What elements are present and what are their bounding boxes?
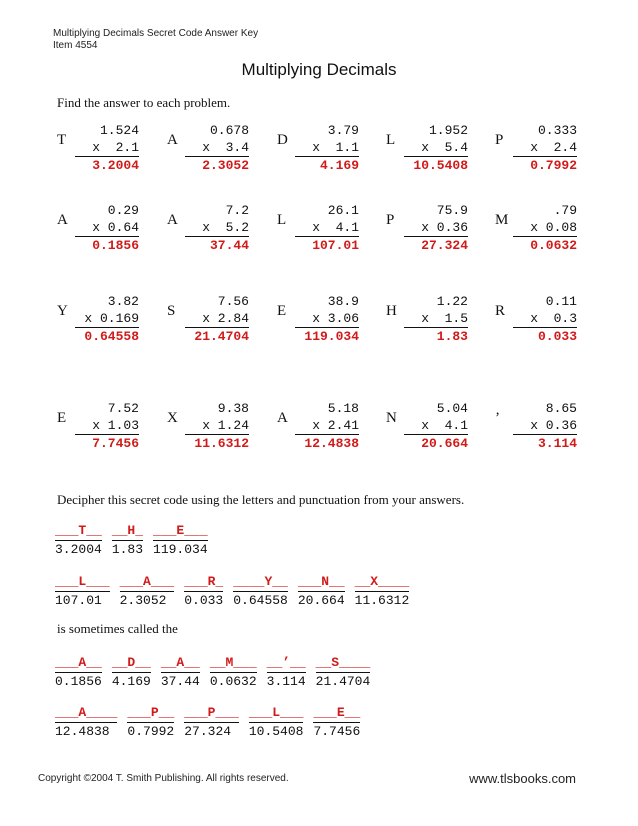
code-cell xyxy=(55,704,117,740)
multiplicand: 0.11 xyxy=(545,294,577,309)
multiplicand: 9.38 xyxy=(217,401,249,416)
answer: 119.034 xyxy=(304,329,359,344)
problem xyxy=(167,400,277,460)
problem-letter: M xyxy=(495,212,509,228)
problem-numbers xyxy=(75,400,139,452)
code-cell xyxy=(210,654,257,690)
problem-numbers xyxy=(295,202,359,254)
code-blank: __M___ xyxy=(209,655,257,670)
problem-letter: A xyxy=(57,212,68,228)
multiplicand: 3.82 xyxy=(107,294,139,309)
problem xyxy=(277,293,387,353)
problem-numbers xyxy=(75,122,139,174)
website-link[interactable]: www.tlsbooks.com xyxy=(469,771,576,786)
problem xyxy=(495,202,605,262)
header-title: Multiplying Decimals Secret Code Answer Key xyxy=(53,28,259,39)
multiplier: x 0.64 xyxy=(75,219,139,237)
answer: 2.3052 xyxy=(202,158,249,173)
code-cell xyxy=(55,522,102,558)
code-number: 1.83 xyxy=(111,542,144,557)
multiplicand: 5.04 xyxy=(436,401,468,416)
multiplicand: 3.79 xyxy=(327,123,359,138)
problem-numbers xyxy=(404,202,468,254)
multiplicand: 0.678 xyxy=(209,123,249,138)
problem-letter: L xyxy=(386,132,396,148)
code-blank: ___E__ xyxy=(313,705,361,720)
code-number: 7.7456 xyxy=(313,724,361,739)
problem xyxy=(386,202,496,262)
code-cell xyxy=(161,654,200,690)
code-blank: ___T__ xyxy=(55,523,102,538)
answer: 7.7456 xyxy=(92,436,139,451)
code-cell xyxy=(355,573,410,609)
code-blank: ___L___ xyxy=(55,574,110,589)
problem xyxy=(57,400,167,460)
code-cell xyxy=(184,704,239,740)
code-blank: ___L___ xyxy=(248,705,304,720)
answer: 10.5408 xyxy=(413,158,468,173)
code-blank: __X____ xyxy=(354,574,410,589)
code-line-2 xyxy=(55,573,419,609)
multiplicand: 7.56 xyxy=(217,294,249,309)
code-number: 0.64558 xyxy=(233,593,288,608)
code-blank: ____Y__ xyxy=(233,574,288,589)
code-blank: ___A___ xyxy=(119,574,175,589)
multiplier: x 4.1 xyxy=(295,219,359,237)
code-blank: __H_ xyxy=(111,523,144,538)
code-blank: ___P___ xyxy=(184,705,239,720)
problem-letter: S xyxy=(167,303,176,319)
problem xyxy=(277,202,387,262)
multiplicand: 26.1 xyxy=(327,203,359,218)
instructions: Find the answer to each problem. xyxy=(57,95,231,110)
code-blank: ___A____ xyxy=(55,705,118,720)
problem xyxy=(277,122,387,182)
problem-numbers xyxy=(75,202,139,254)
code-number: 0.7992 xyxy=(127,724,175,739)
problem-letter: D xyxy=(277,132,288,148)
header-item: Item 4554 xyxy=(53,40,98,51)
multiplier: x 5.2 xyxy=(185,219,249,237)
multiplier: x 3.4 xyxy=(185,139,249,157)
code-number: 10.5408 xyxy=(248,724,304,739)
code-cell xyxy=(233,573,288,609)
code-number: 12.4838 xyxy=(55,722,117,740)
page-title: Multiplying Decimals xyxy=(241,60,397,79)
code-number: 4.169 xyxy=(111,674,151,689)
multiplier: x 2.84 xyxy=(185,310,249,328)
code-number: 0.1856 xyxy=(55,674,102,689)
multiplicand: 1.22 xyxy=(436,294,468,309)
problem xyxy=(167,122,277,182)
multiplier: x 5.4 xyxy=(404,139,468,157)
code-number: 119.034 xyxy=(153,542,208,557)
code-blank: __A__ xyxy=(160,655,200,670)
problem-letter: A xyxy=(167,212,178,228)
problem xyxy=(386,293,496,353)
multiplicand: 7.52 xyxy=(107,401,139,416)
problem xyxy=(277,400,387,460)
problem xyxy=(57,293,167,353)
problem-numbers xyxy=(295,293,359,345)
problem xyxy=(495,400,605,460)
code-blank: ___R_ xyxy=(184,574,224,589)
code-cell xyxy=(184,573,223,609)
multiplicand: 1.952 xyxy=(428,123,468,138)
code-blank: ___P__ xyxy=(127,705,175,720)
code-line-4 xyxy=(55,704,370,740)
multiplier: x 1.24 xyxy=(185,417,249,435)
code-number: 0.033 xyxy=(184,593,224,608)
answer: 21.4704 xyxy=(194,329,249,344)
code-blank: __S____ xyxy=(315,655,371,670)
multiplier: x 1.5 xyxy=(404,310,468,328)
multiplier: x 0.36 xyxy=(404,219,468,237)
multiplicand: 1.524 xyxy=(99,123,139,138)
problem-numbers xyxy=(404,122,468,174)
answer: 3.2004 xyxy=(92,158,139,173)
code-number: 2.3052 xyxy=(120,591,175,609)
problem-letter: T xyxy=(57,132,67,148)
multiplier: x 0.3 xyxy=(513,310,577,328)
problem xyxy=(57,202,167,262)
problem-numbers xyxy=(295,400,359,452)
answer: 3.114 xyxy=(537,436,577,451)
code-number: 0.0632 xyxy=(209,674,257,689)
multiplicand: 7.2 xyxy=(225,203,249,218)
multiplicand: 38.9 xyxy=(327,294,359,309)
code-cell xyxy=(313,704,360,740)
problem-letter: L xyxy=(277,212,287,228)
code-line-3 xyxy=(55,654,380,690)
problem xyxy=(57,122,167,182)
problem-letter: A xyxy=(277,410,288,426)
answer: 4.169 xyxy=(319,158,359,173)
problem-letter: Y xyxy=(57,303,68,319)
copyright: Copyright ©2004 T. Smith Publishing. All rights reserved. xyxy=(38,773,289,784)
problem xyxy=(167,202,277,262)
code-blank: __D__ xyxy=(111,655,151,670)
code-line-1 xyxy=(55,522,218,558)
code-cell xyxy=(112,654,151,690)
problem-letter: E xyxy=(277,303,287,319)
multiplicand: 0.333 xyxy=(537,123,577,138)
answer: 107.01 xyxy=(312,238,359,253)
problem-numbers xyxy=(185,202,249,254)
answer: 20.664 xyxy=(421,436,468,451)
code-number: 11.6312 xyxy=(354,593,410,608)
problem-numbers xyxy=(75,293,139,345)
problem-numbers xyxy=(513,293,577,345)
problem xyxy=(167,293,277,353)
problem-letter: N xyxy=(386,410,397,426)
problem-letter: R xyxy=(495,303,506,319)
multiplicand: 0.29 xyxy=(107,203,139,218)
problem xyxy=(386,400,496,460)
answer: 0.1856 xyxy=(92,238,139,253)
multiplier: x 0.08 xyxy=(513,219,577,237)
code-cell xyxy=(55,573,110,609)
code-number: 3.114 xyxy=(266,674,306,689)
problem xyxy=(386,122,496,182)
decipher-instructions: Decipher this secret code using the letters and punctuation from your answers. xyxy=(57,492,465,507)
problem-numbers xyxy=(513,122,577,174)
code-cell xyxy=(267,654,306,690)
problem-numbers xyxy=(513,202,577,254)
answer: 11.6312 xyxy=(194,436,249,451)
problem-letter: A xyxy=(167,132,178,148)
middle-text: is sometimes called the xyxy=(57,621,178,636)
answer: 0.7992 xyxy=(530,158,577,173)
answer: 0.0632 xyxy=(530,238,577,253)
code-blank: ___E___ xyxy=(153,523,208,538)
problem-numbers xyxy=(185,400,249,452)
code-number: 107.01 xyxy=(55,591,110,609)
multiplicand: .79 xyxy=(553,203,577,218)
answer: 0.033 xyxy=(537,329,577,344)
code-blank: ___A__ xyxy=(55,655,102,670)
answer: 12.4838 xyxy=(304,436,359,451)
problem-numbers xyxy=(185,122,249,174)
code-number: 20.664 xyxy=(297,593,345,608)
code-number: 3.2004 xyxy=(55,542,102,557)
code-cell xyxy=(127,704,174,740)
multiplicand: 5.18 xyxy=(327,401,359,416)
multiplier: x 3.06 xyxy=(295,310,359,328)
multiplier: x 2.41 xyxy=(295,417,359,435)
problem-letter: H xyxy=(386,303,397,319)
problem-numbers xyxy=(295,122,359,174)
code-blank: __’__ xyxy=(266,655,306,670)
code-cell xyxy=(112,522,143,558)
multiplier: x 2.1 xyxy=(75,139,139,157)
code-cell xyxy=(316,654,371,690)
code-cell xyxy=(55,654,102,690)
multiplicand: 75.9 xyxy=(436,203,468,218)
code-cell xyxy=(120,573,175,609)
code-number: 37.44 xyxy=(160,674,200,689)
problem-letter: E xyxy=(57,410,67,426)
multiplier: x 2.4 xyxy=(513,139,577,157)
problem-numbers xyxy=(404,400,468,452)
problem-letter: P xyxy=(495,132,504,148)
problem-letter: P xyxy=(386,212,395,228)
code-cell xyxy=(298,573,345,609)
code-number: 21.4704 xyxy=(315,674,371,689)
multiplier: x 1.03 xyxy=(75,417,139,435)
code-cell xyxy=(249,704,304,740)
problem-letter: ’ xyxy=(495,410,500,426)
answer: 27.324 xyxy=(421,238,468,253)
problem-numbers xyxy=(404,293,468,345)
problem-numbers xyxy=(185,293,249,345)
problem xyxy=(495,122,605,182)
multiplier: x 0.36 xyxy=(513,417,577,435)
answer: 1.83 xyxy=(436,329,468,344)
multiplier: x 0.169 xyxy=(75,310,139,328)
problem xyxy=(495,293,605,353)
multiplier: x 4.1 xyxy=(404,417,468,435)
multiplicand: 8.65 xyxy=(545,401,577,416)
answer: 37.44 xyxy=(209,238,249,253)
multiplier: x 1.1 xyxy=(295,139,359,157)
code-blank: ___N__ xyxy=(297,574,345,589)
code-cell xyxy=(153,522,208,558)
answer: 0.64558 xyxy=(84,329,139,344)
code-number: 27.324 xyxy=(184,722,239,740)
problem-letter: X xyxy=(167,410,178,426)
problem-numbers xyxy=(513,400,577,452)
